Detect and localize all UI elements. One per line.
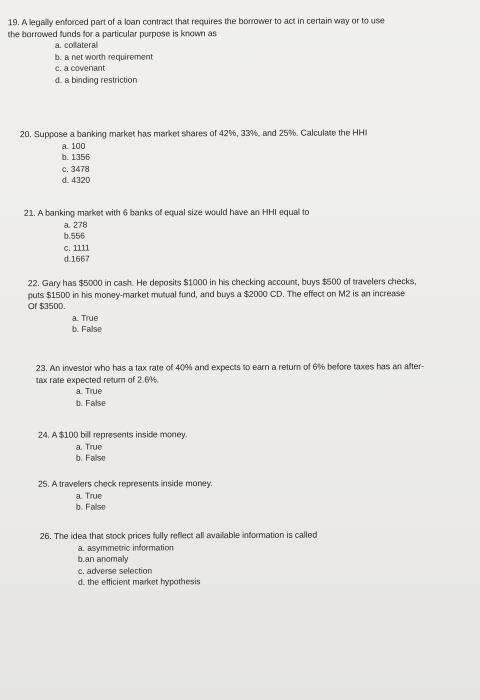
- option: c. 3478: [62, 163, 90, 174]
- question-text: 23. An investor who has a tax rate of 40% and expects to earn a return of 6% before taxes has an after- tax rate expected return of 2.6%.: [35, 361, 424, 385]
- question-text: 20. Suppose a banking market has market shares of 42%, 33%, and 25%. Calculate the HHI: [19, 127, 368, 140]
- option: a. True: [76, 385, 103, 396]
- question-24: [0, 428, 480, 464]
- question-text: 25. A travelers check represents inside money.: [37, 478, 213, 489]
- option: b. False: [76, 397, 106, 408]
- question-26: [0, 529, 480, 589]
- option: b.an anomaly: [77, 553, 129, 564]
- question-text: 24. A $100 bill represents inside money.: [37, 429, 188, 440]
- question-text: 19. A legally enforced part of a loan contract that requires the borrower to act in certain way or to use the borrowed funds for a particular purpose is known as: [7, 15, 385, 39]
- option: a. asymmetric information: [77, 541, 174, 553]
- option: b.556: [63, 230, 85, 241]
- option: b. False: [76, 501, 106, 512]
- question-22: [0, 276, 480, 336]
- option: b. False: [76, 452, 106, 463]
- question-text: 22. Gary has $5000 in cash. He deposits $1000 in his checking account, buys $500 of travelers checks, puts $1500 in his money-market mutual fund, and buys a $2000 CD. The effect on M2 is an increase Of $3500.: [27, 276, 417, 312]
- option: a. True: [72, 312, 99, 323]
- option: a. True: [75, 489, 103, 501]
- option: d.1667: [64, 253, 90, 264]
- option: c. adverse selection: [78, 564, 153, 576]
- question-23: [0, 361, 480, 410]
- question-21: [0, 206, 480, 265]
- option: a. collateral: [54, 39, 98, 50]
- option: d. 4320: [62, 174, 91, 185]
- question-text: 21. A banking market with 6 banks of equal size would have an HHI equal to: [23, 206, 310, 218]
- question-19: [0, 15, 480, 87]
- option: c. a covenant: [55, 62, 105, 73]
- option: c. 1111: [64, 242, 90, 253]
- question-text: 26. The idea that stock prices fully reflect all available information is called: [39, 529, 318, 542]
- option: a. True: [75, 440, 103, 452]
- option: b. 1356: [61, 151, 90, 162]
- option: d. a binding restriction: [55, 74, 138, 85]
- option: a. 278: [63, 219, 88, 230]
- option: b. False: [72, 323, 102, 334]
- question-20: [0, 127, 480, 187]
- option: b. a net worth requirement: [55, 50, 153, 62]
- question-25: [0, 477, 480, 513]
- option: a. 100: [61, 140, 86, 151]
- option: d. the efficient market hypothesis: [78, 576, 201, 587]
